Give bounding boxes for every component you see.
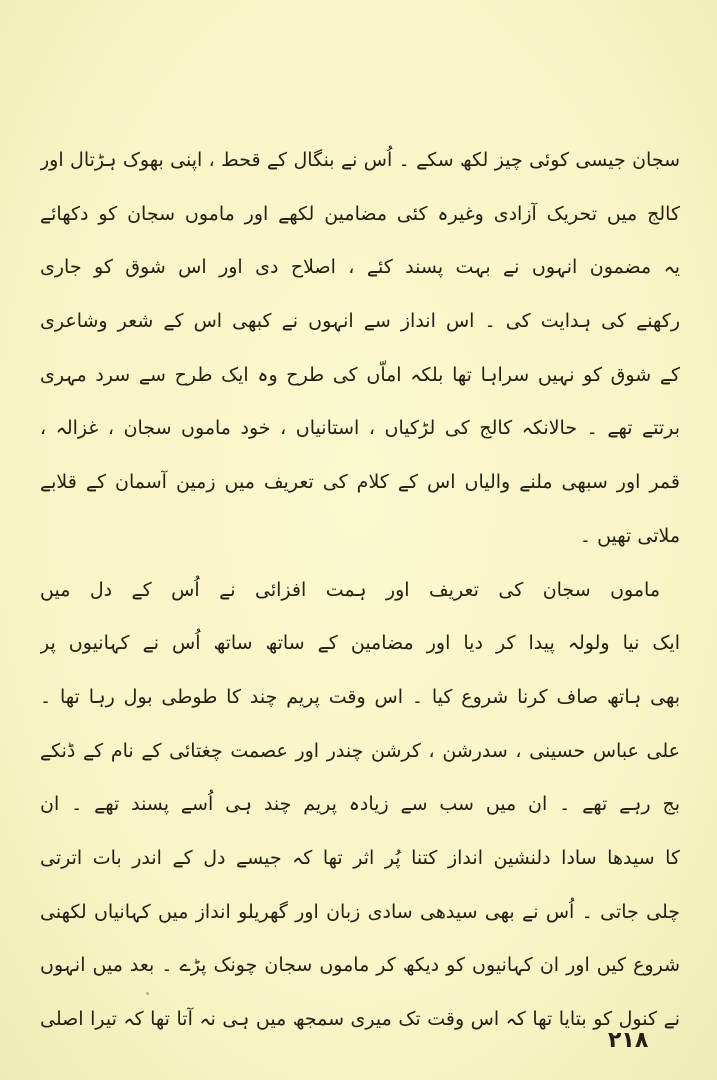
text-line: شروع کیں اور ان کہانیوں کو دیکھ کر ماموں سجان چونک پڑے ۔ بعد میں انہوں (40, 954, 680, 977)
text-line: ملاتی تھیں ۔ (579, 524, 680, 547)
text-line: یہ مضمون انہوں نے بہت پسند کئے ، اصلاح دی اور اس شوق کو جاری (40, 256, 680, 279)
paper-speck (146, 992, 149, 995)
paragraph-start-line: ماموں سجان کی تعریف اور ہمت افزائی نے اُس کے دل میں (40, 578, 660, 601)
text-line: برتتے تھے ۔ حالانکہ کالج کی لڑکیاں ، استانیاں ، خود ماموں سجان ، غزالہ ، (40, 417, 680, 440)
text-line: ایک نیا ولولہ پیدا کر دیا اور مضامین کے ساتھ ساتھ اُس نے کہانیوں پر (40, 632, 680, 655)
text-line: بج رہے تھے ۔ ان میں سب سے زیادہ پریم چند ہی اُسے پسند تھے ۔ ان (40, 793, 680, 816)
page-number: ۲۱۸ (608, 1028, 649, 1053)
text-line: چلی جاتی ۔ اُس نے بھی سیدھی سادی زبان اور گھریلو انداز میں کہانیاں لکھنی (40, 900, 680, 923)
text-line: نے کنول کو بتایا تھا کہ اس وقت تک میری سمجھ میں ہی نہ آتا تھا کہ تیرا اصلی (40, 1008, 680, 1030)
body-text (40, 134, 680, 1047)
text-line: بھی ہاتھ صاف کرنا شروع کیا ۔ اس وقت پریم چند کا طوطی بول رہا تھا ۔ (40, 685, 680, 708)
text-line: سجان جیسی کوئی چیز لکھ سکے ۔ اُس نے بنگال کے قحط ، اپنی بھوک ہڑتال اور (40, 149, 680, 171)
text-line: قمر اور سبھی ملنے والیاں اس کے کلام کی تعریف میں زمین آسمان کے قلابے (40, 471, 680, 494)
text-line: رکھنے کی ہدایت کی ۔ اس انداز سے انہوں نے کبھی اس کے شعر وشاعری (40, 310, 680, 333)
text-line: علی عباس حسینی ، سدرشن ، کرشن چندر اور عصمت چغتائی کے نام کے ڈنکے (40, 739, 680, 762)
text-line: کے شوق کو نہیں سراہا تھا بلکہ اماّں کی طرح وہ ایک طرح سے سرد مہری (40, 363, 680, 386)
text-line: کا سیدھا سادا دلنشین انداز کتنا پُر اثر تھا کہ جیسے دل کے اندر بات اترتی (40, 846, 680, 869)
text-line: کالج میں تحریک آزادی وغیرہ کئی مضامین لکھے اور ماموں سجان کو دکھائے (40, 202, 680, 225)
